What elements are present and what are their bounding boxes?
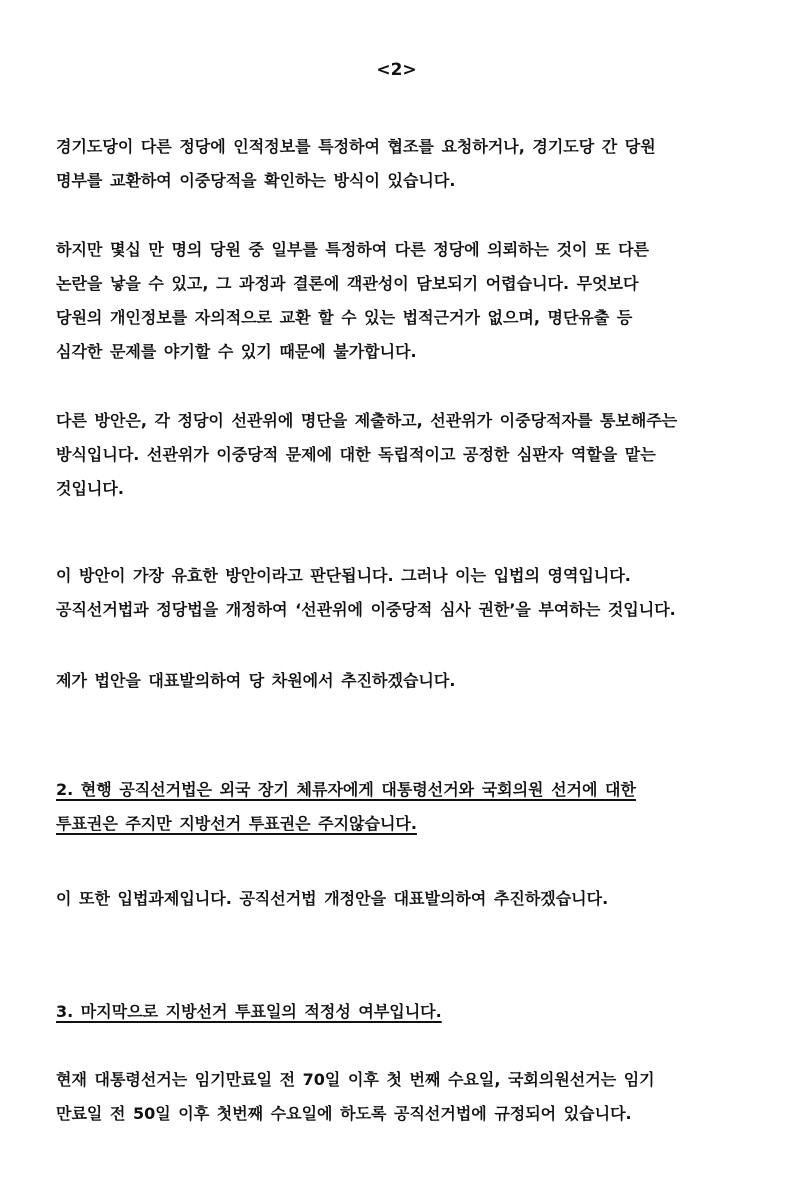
paragraph-legislative-task	[56, 882, 740, 916]
heading-line: 2. 현행 공직선거법은 외국 장기 체류자에게 대통령선거와 국회의원 선거에 대한	[56, 780, 636, 799]
text-line: 명부를 교환하여 이중당적을 확인하는 방식이 있습니다.	[56, 171, 456, 190]
paragraph-proposal	[56, 664, 740, 698]
text-line: 것입니다.	[56, 479, 124, 498]
text-line: 제가 법안을 대표발의하여 당 차원에서 추진하겠습니다.	[56, 671, 456, 690]
paragraph-problems	[56, 233, 740, 369]
heading-line: 투표권은 주지만 지방선거 투표권은 주지않습니다.	[56, 814, 417, 833]
text-line: 방식입니다. 선관위가 이중당적 문제에 대한 독립적이고 공정한 심판자 역할을 맡는	[56, 445, 656, 464]
section-heading-3	[56, 995, 740, 1029]
section-heading-2	[56, 773, 740, 841]
text-line: 당원의 개인정보를 자의적으로 교환 할 수 있는 법적근거가 없으며, 명단유출 등	[56, 308, 633, 327]
text-line: 다른 방안은, 각 정당이 선관위에 명단을 제출하고, 선관위가 이중당적자를 통보해주는	[56, 411, 678, 430]
text-line: 만료일 전 50일 이후 첫번째 수요일에 하도록 공직선거법에 규정되어 있습니다.	[56, 1104, 632, 1123]
text-line: 하지만 몇십 만 명의 당원 중 일부를 특정하여 다른 정당에 의뢰하는 것이 또 다른	[56, 240, 650, 259]
text-line: 공직선거법과 정당법을 개정하여 ‘선관위에 이중당적 심사 권한’을 부여하는 것입니다.	[56, 600, 676, 619]
paragraph-alternative	[56, 404, 740, 506]
heading-line: 3. 마지막으로 지방선거 투표일의 적정성 여부입니다.	[56, 1002, 442, 1021]
paragraph-election-dates	[56, 1063, 740, 1131]
text-line: 심각한 문제를 야기할 수 있기 때문에 불가합니다.	[56, 342, 417, 361]
paragraph-legislation	[56, 559, 740, 627]
page-number: <2>	[376, 60, 417, 80]
text-line: 이 방안이 가장 유효한 방안이라고 판단됩니다. 그러나 이는 입법의 영역입니다.	[56, 566, 631, 585]
text-line: 논란을 낳을 수 있고, 그 과정과 결론에 객관성이 담보되기 어렵습니다. 무엇보다	[56, 274, 639, 293]
text-line: 경기도당이 다른 정당에 인적정보를 특정하여 협조를 요청하거나, 경기도당 간 당원	[56, 137, 656, 156]
text-line: 현재 대통령선거는 임기만료일 전 70일 이후 첫 번째 수요일, 국회의원선거는 임기	[56, 1070, 655, 1089]
text-line: 이 또한 입법과제입니다. 공직선거법 개정안을 대표발의하여 추진하겠습니다.	[56, 889, 609, 908]
paragraph-party-cooperation	[56, 130, 740, 198]
